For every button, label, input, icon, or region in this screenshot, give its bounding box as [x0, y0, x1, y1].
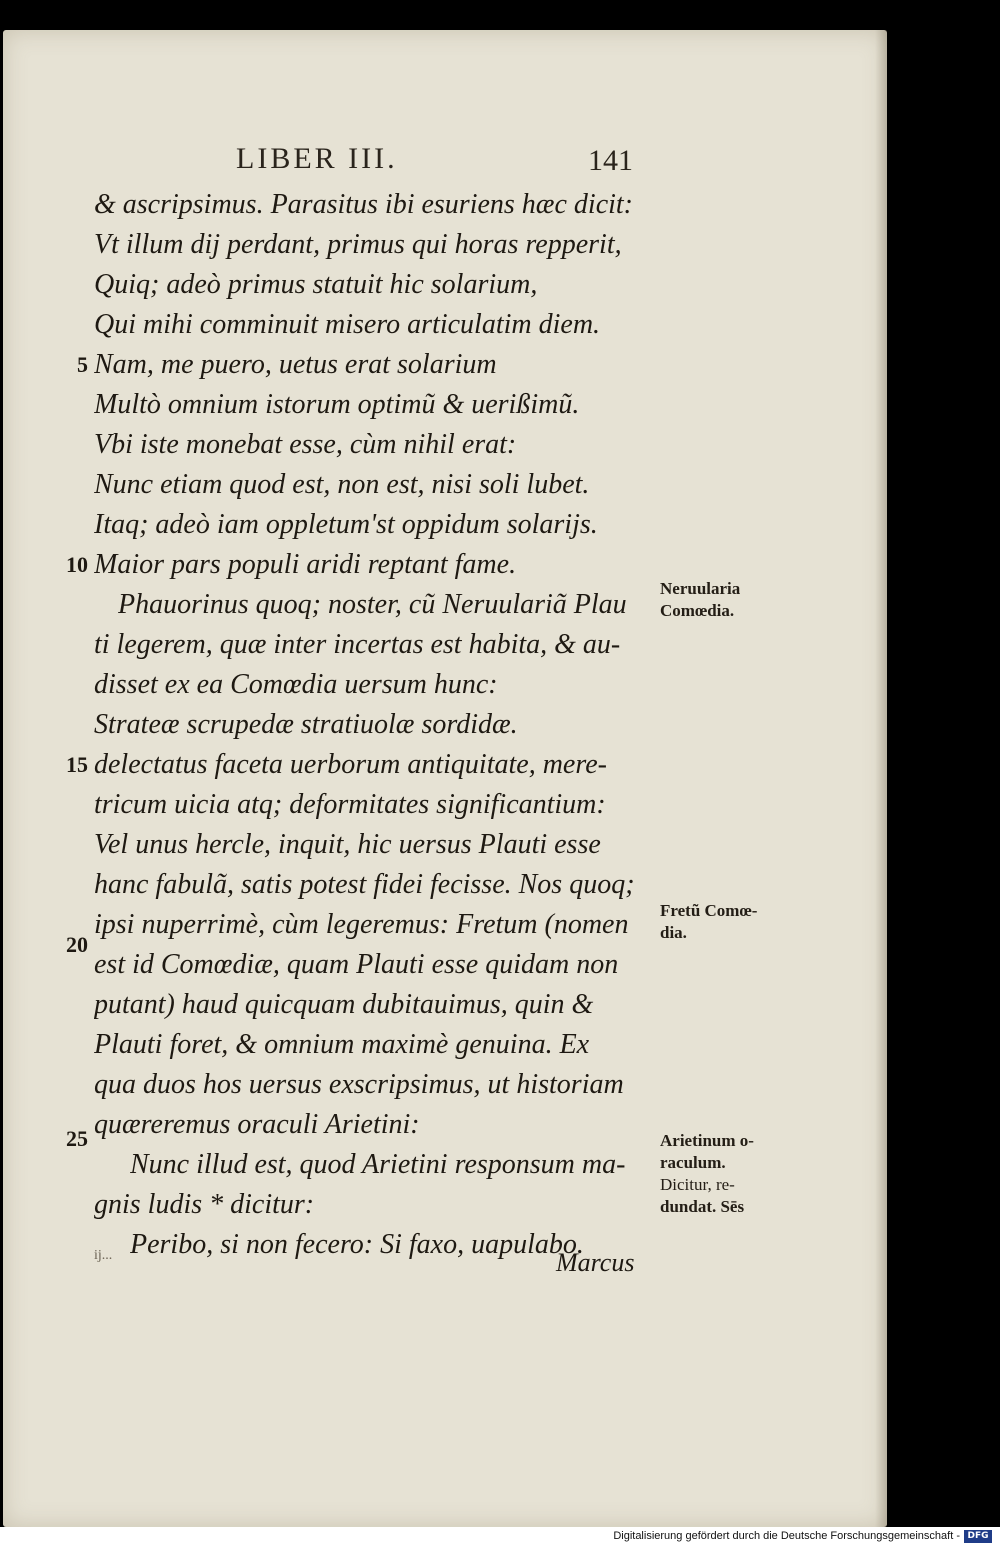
text-line: Vt illum dij perdant, primus qui horas repperit, — [94, 229, 622, 260]
line-number: 5 — [77, 352, 88, 377]
line-number: 25 — [66, 1126, 88, 1151]
text-line: Qui mihi comminuit misero articulatim diem. — [94, 309, 601, 340]
text-line: ti legerem, quæ inter incertas est habita, & au- — [94, 629, 621, 660]
line-number: 10 — [66, 552, 88, 577]
text-line: Vel unus hercle, inquit, hic uersus Plauti esse — [94, 829, 601, 860]
text-line: & ascripsimus. Parasitus ibi esuriens hæc dicit: — [94, 189, 633, 220]
text-line: Nam, me puero, uetus erat solarium — [94, 349, 497, 380]
stray-mark: ij... — [94, 1248, 113, 1263]
text-line: gnis ludis * dicitur: — [94, 1189, 315, 1220]
marginal-line: Fretũ Comœ- — [660, 901, 758, 920]
text-line: quæreremus oraculi Arietini: — [94, 1109, 420, 1140]
marginal-line: Dicitur, re- — [660, 1175, 735, 1194]
text-line: Peribo, si non fecero: Si faxo, uapulabo. — [130, 1229, 584, 1260]
text-line: tricum uicia atq; deformitates significantium: — [94, 789, 606, 820]
text-line: disset ex ea Comœdia uersum hunc: — [94, 669, 498, 700]
marginal-line: raculum. — [660, 1153, 726, 1172]
marginal-line: Neruularia — [660, 579, 741, 598]
text-line: putant) haud quicquam dubitauimus, quin & — [94, 989, 594, 1020]
text-line: Vbi iste monebat esse, cùm nihil erat: — [94, 429, 517, 460]
footer-credit: Digitalisierung gefördert durch die Deutsche Forschungsgemeinschaft - — [613, 1530, 960, 1542]
marginal-line: Comœdia. — [660, 601, 735, 620]
marginal-line: dia. — [660, 923, 687, 942]
marginal-line: Arietinum o- — [660, 1131, 754, 1150]
line-number: 15 — [66, 752, 88, 777]
running-title: LIBER III. — [236, 142, 398, 175]
catchword: Marcus — [556, 1248, 635, 1277]
text-line: Quiq; adeò primus statuit hic solarium, — [94, 269, 538, 300]
marginal-note-neruularia — [660, 578, 800, 622]
digitization-footer — [0, 1527, 1000, 1547]
text-line: Multò omnium istorum optimũ & uerißimũ. — [94, 389, 580, 420]
page-number: 141 — [588, 144, 633, 177]
marginal-note-fretum — [660, 900, 800, 944]
text-line: Strateæ scrupedæ stratiuolæ sordidæ. — [94, 709, 518, 740]
text-line: Phauorinus quoq; noster, cũ Neruulariã Plau — [118, 589, 627, 620]
dfg-logo-icon: DFG — [964, 1530, 992, 1543]
text-line: ipsi nuperrimè, cùm legeremus: Fretum (nomen — [94, 909, 629, 940]
marginal-note-arietinum — [660, 1130, 800, 1218]
text-line: Nunc etiam quod est, non est, nisi soli lubet. — [94, 469, 590, 500]
text-line: delectatus faceta uerborum antiquitate, mere- — [94, 749, 607, 780]
text-line: Maior pars populi aridi reptant fame. — [94, 549, 517, 580]
text-line: Nunc illud est, quod Arietini responsum ma- — [130, 1149, 626, 1180]
text-line: hanc fabulã, satis potest fidei fecisse. Nos quoq; — [94, 869, 635, 900]
text-line: Itaq; adeò iam oppletum'st oppidum solarijs. — [94, 509, 598, 540]
line-number: 20 — [66, 932, 88, 957]
text-line: est id Comœdiæ, quam Plauti esse quidam non — [94, 949, 619, 980]
text-line: Plauti foret, & omnium maximè genuina. Ex — [94, 1029, 590, 1060]
text-line: qua duos hos uersus exscripsimus, ut historiam — [94, 1069, 624, 1100]
marginal-line: dundat. Sēs — [660, 1197, 745, 1216]
